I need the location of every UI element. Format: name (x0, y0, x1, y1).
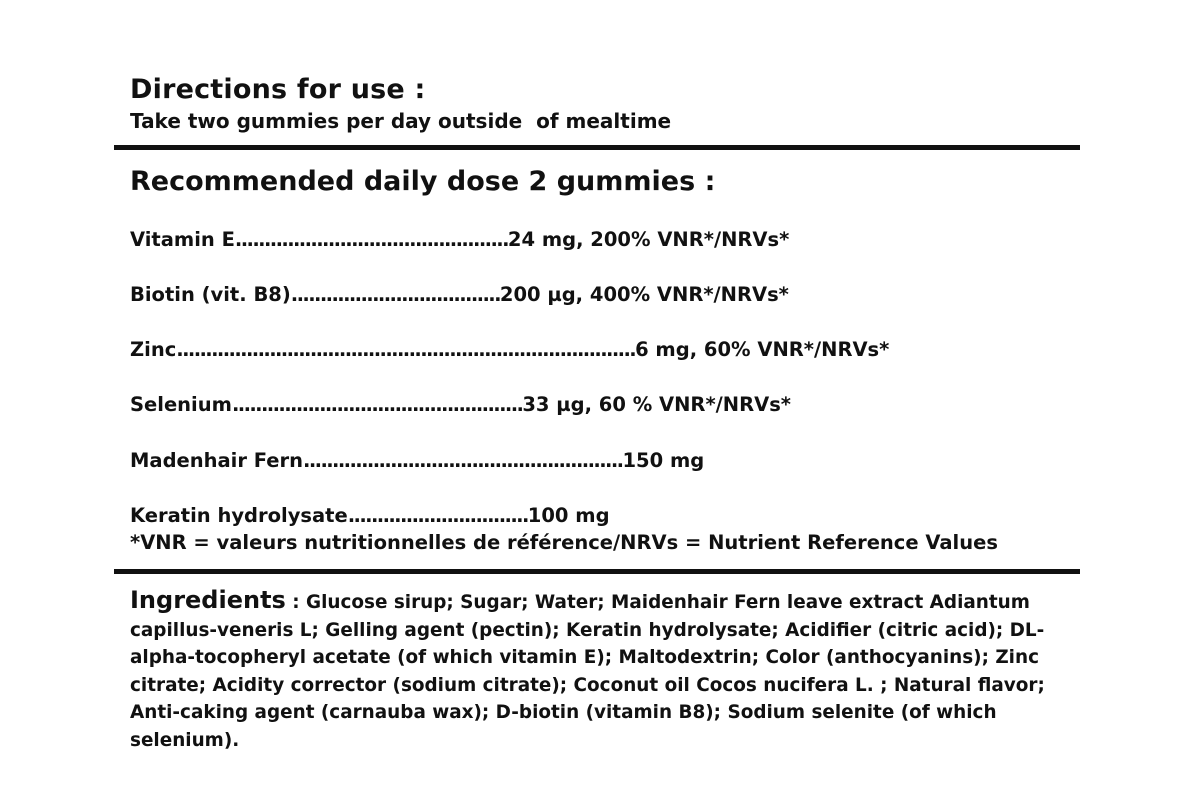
nutrient-value: 24 mg, 200% VNR*/NRVs* (507, 228, 790, 251)
nutrient-name: Selenium (130, 393, 232, 416)
dot-leader: .................................... (290, 283, 500, 306)
nutrient-biotin (130, 283, 789, 306)
dot-leader: .................................................. (231, 393, 523, 416)
nrv-footnote: *VNR = valeurs nutritionnelles de référence/NRVs = Nutrient Reference Values (130, 531, 998, 554)
nutrient-name: Keratin hydrolysate (130, 504, 348, 527)
nutrient-value: 150 mg (622, 449, 705, 472)
nutrient-value: 100 mg (527, 504, 610, 527)
nutrient-value: 200 µg, 400% VNR*/NRVs* (499, 283, 789, 306)
dot-leader: ............................................................................... (176, 338, 636, 361)
dot-leader: ............................... (347, 504, 528, 527)
dot-leader: ............................................... (234, 228, 508, 251)
nutrient-maidenhair-fern (130, 449, 704, 472)
nutrient-value: 6 mg, 60% VNR*/NRVs* (635, 338, 890, 361)
nutrient-vitamin-e (130, 228, 789, 251)
nutrient-name: Vitamin E (130, 228, 235, 251)
directions-title: Directions for use : (130, 74, 426, 105)
nutrient-name: Zinc (130, 338, 177, 361)
nutrient-selenium (130, 393, 791, 416)
nutrient-name: Biotin (vit. B8) (130, 283, 291, 306)
nutrient-keratin-hydrolysate (130, 504, 610, 527)
nutrient-name: Madenhair Fern (130, 449, 304, 472)
ingredients-heading: Ingredients (130, 586, 286, 614)
ingredients-text: : Glucose sirup; Sugar; Water; Maidenhair Fern leave extract Adiantum capillus-veneris L; Gelling agent (pectin); Keratin hydrolysate; Acidifier (citric acid); DL-alpha-tocopheryl acetate (of which vitamin E); Maltodextrin; Color (anthocyanins); Zinc citrate; Acidity corrector (sodium citrate); Coconut oil Cocos nucifera L. ; Natural flavor; Anti-caking agent (carnauba wax); D-biotin (vitamin B8); Sodium selenite (of which selenium). (130, 592, 1045, 751)
ingredients-block (130, 587, 1090, 755)
divider-top (114, 145, 1080, 150)
dose-title: Recommended daily dose 2 gummies : (130, 166, 716, 197)
nutrient-zinc (130, 338, 889, 361)
divider-bottom (114, 569, 1080, 574)
directions-text: Take two gummies per day outside of mealtime (130, 109, 672, 133)
dot-leader: ....................................................... (303, 449, 623, 472)
nutrient-value: 33 µg, 60 % VNR*/NRVs* (522, 393, 792, 416)
